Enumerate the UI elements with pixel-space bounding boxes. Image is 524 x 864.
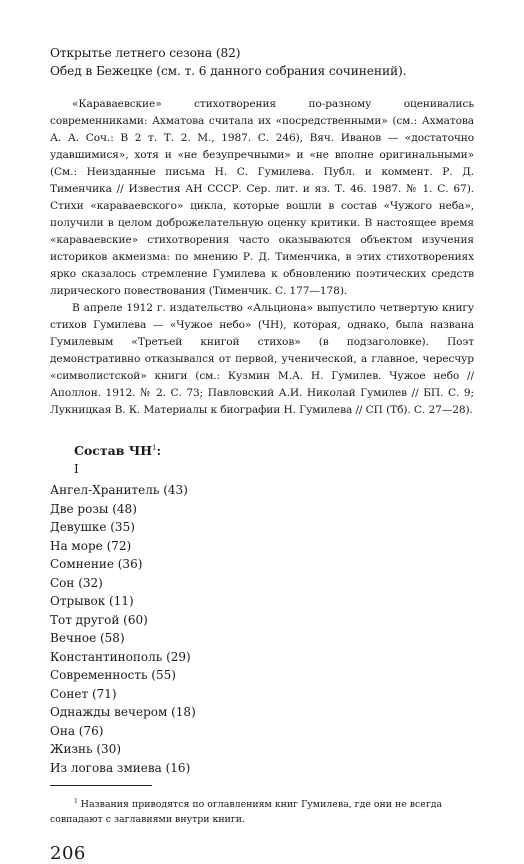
poem-item: Современность (55) [50, 668, 176, 683]
poem-list [50, 481, 474, 777]
poem-item: Ангел-Хранитель (43) [50, 483, 188, 498]
commentary-text [50, 96, 474, 419]
page-number: 206 [50, 843, 86, 864]
poem-item: Однажды вечером (18) [50, 705, 196, 720]
paragraph: «Караваевские» стихотворения по-разному оценивались современниками: Ахматова считала их «посредственными» (см.: Ахматова А. А. Соч.: В 2 т. Т. 2. М., 1987. С. 246), Вяч. Иванов — «достаточно удавшимися», хотя и «не безупречными» и «не вполне оригинальными» (См.: Неизданные письма Н. С. Гумилева. Публ. и коммент. Р. Д. Тименчика // Известия АН СССР. Сер. лит. и яз. Т. 46. 1987. № 1. С. 67). Стихи «караваевского» цикла, которые вошли в состав «Чужого неба», получили в целом доброжелательную оценку критики. В настоящее время «караваевские» стихотворения часто оказываются объектом изучения историков акмеизма: по мнению Р. Д. Тименчика, в этих стихотворениях ярко сказалось стремление Гумилева к обновлению поэтических средств лирического повествования (Тименчик. С. 177—178). [50, 98, 474, 297]
footnote-mark: 1 [74, 798, 78, 806]
book-page [50, 44, 474, 864]
footnote-text: Названия приводятся по оглавлениям книг Гумилева, где они не всегда совпадают с заглавиями внутри книги. [50, 799, 443, 826]
poem-item: Жизнь (30) [50, 742, 122, 757]
paragraph: В апреле 1912 г. издательство «Альциона» выпустило четвертую книгу стихов Гумилева — «Чужое небо» (ЧН), которая, однако, была названа Гумилевым «Третьей книгой стихов» (в подзаголовке). Поэт демонстративно отказывался от первой, ученической, а главное, чересчур «символистской» книги (см.: Кузмин М.А. Н. Гумилев. Чужое небо // Аполлон. 1912. № 2. С. 73; Павловский А.И. Николай Гумилев // БП. С. 9; Лукницкая В. К. Материалы к биографии Н. Гумилева // СП (Тб). С. 27—28). [50, 302, 474, 416]
poem-item: Отрывок (11) [50, 594, 134, 609]
poem-item: Из логова змиева (16) [50, 760, 191, 775]
poem-item: Сонет (71) [50, 686, 117, 701]
footnote-reference: 1 [152, 444, 157, 452]
footnote-divider [50, 785, 152, 786]
poem-item: Тот другой (60) [50, 612, 148, 627]
part-label: I [74, 462, 79, 477]
poem-item: Вечное (58) [50, 631, 125, 646]
section-heading: Состав $ЧН^1$: [74, 443, 162, 459]
header-lines [50, 44, 474, 80]
footnote [50, 794, 474, 827]
poem-item: На море (72) [50, 538, 132, 553]
section-heading-text: Состав ЧН [74, 443, 153, 459]
poem-item: Две розы (48) [50, 501, 137, 516]
poem-item: Сомнение (36) [50, 557, 143, 572]
header-line: Обед в Бежецке (см. т. 6 данного собрания сочинений). [50, 64, 407, 78]
poem-item: Константинополь (29) [50, 649, 191, 664]
header-line: Открытье летнего сезона (82) [50, 46, 241, 60]
poem-item: Девушке (35) [50, 520, 135, 535]
poem-item: Сон (32) [50, 575, 103, 590]
poem-item: Она (76) [50, 723, 104, 738]
